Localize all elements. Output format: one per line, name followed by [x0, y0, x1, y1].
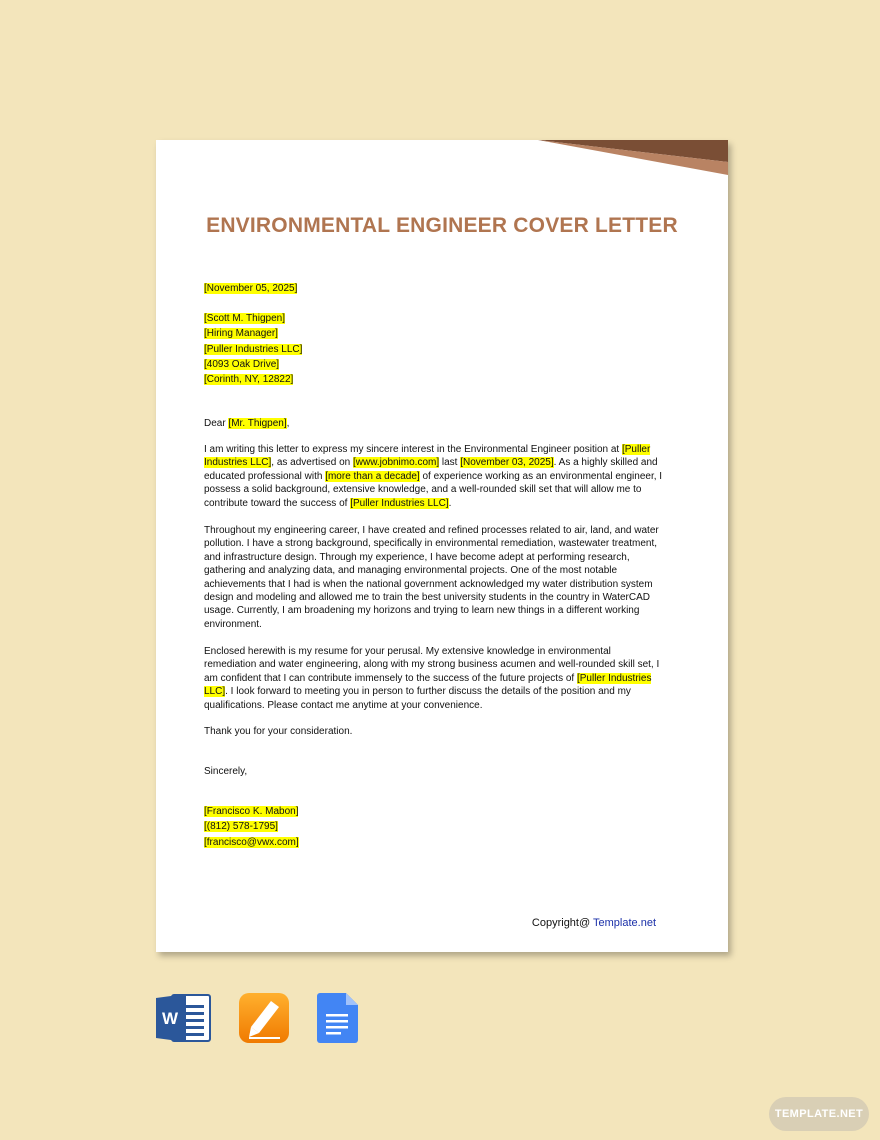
- thanks-line: Thank you for your consideration.: [204, 726, 353, 737]
- document-page: [156, 140, 728, 952]
- sender-block: [204, 804, 664, 850]
- recipient-company: [Puller Industries LLC]: [204, 343, 303, 355]
- date-block: [204, 281, 664, 296]
- corner-decoration: [538, 140, 728, 180]
- paragraph-2: Throughout my engineering career, I have created and refined processes related to air, land, and water pollution. I have a strong background, specifically in environmental remediation, wastewater treatment, and infrastructure design. Through my experience, I have become adept at performing research, gathering and analyzing data, and managing environmental projects. One of the most notable achievements that I had is when the national government acknowledged my water distribution system design and modeling and allowed me to train the best university students in the country in WaterCAD usage. Currently, I am broadening my horizons and trying to learn new things in a different working environment.: [204, 525, 659, 630]
- recipient-street: [4093 Oak Drive]: [204, 358, 280, 370]
- p1-company: [Puller Industries LLC]: [204, 444, 651, 469]
- word-icon[interactable]: [156, 992, 212, 1044]
- p3-company: [Puller Industries LLC]: [204, 672, 652, 698]
- p1-company-2: [Puller Industries LLC]: [350, 497, 449, 509]
- svg-text:W: W: [161, 1009, 179, 1028]
- recipient-name: [Scott M. Thigpen]: [204, 313, 285, 324]
- copyright-notice: Copyright@ Template.net: [531, 917, 656, 929]
- pages-icon[interactable]: [238, 992, 290, 1044]
- p1-experience: [more than a decade]: [325, 470, 420, 482]
- document-title: ENVIRONMENTAL ENGINEER COVER LETTER: [206, 214, 678, 237]
- template-net-badge[interactable]: TEMPLATE.NET: [769, 1097, 869, 1131]
- recipient-position: [Hiring Manager]: [204, 328, 278, 340]
- closing-line: Sincerely,: [204, 766, 248, 777]
- recipient-block: [204, 311, 664, 387]
- salutation-name: [Mr. Thigpen]: [228, 418, 287, 429]
- paragraph-3: Enclosed herewith is my resume for your perusal. My extensive knowledge in environmental remediation and water engineering, along with my strong business acumen and well-rounded skill set, I am confident that I can contribute immensely to the success of the future projects of [Puller Industries LLC]. I look forward to meeting you in person to further discuss the details of the position and my qualifications. Please contact me anytime at your convenience.: [204, 646, 660, 711]
- sender-email: [francisco@vwx.com]: [204, 836, 299, 848]
- sender-name: [Francisco K. Mabon]: [204, 806, 299, 817]
- letter-date: [November 05, 2025]: [204, 283, 298, 294]
- salutation: Dear [Mr. Thigpen],: [204, 418, 290, 429]
- p1-website: [www.jobnimo.com]: [352, 457, 440, 469]
- paragraph-1: I am writing this letter to express my sincere interest in the Environmental Engineer position at [Puller Industries LLC], as advertised on [www.jobnimo.com] last [November 03, 2025]. As a highly skilled and educated professional with [more than a decade] of experience working as an environmental engineer, I possess a solid background, extensive knowledge, and a well-rounded skill set that will allow me to contribute toward the success of [Puller Industries LLC].: [204, 444, 663, 509]
- google-docs-icon[interactable]: [316, 992, 360, 1044]
- sender-phone: [(812) 578-1795]: [204, 821, 278, 833]
- copyright-link[interactable]: Template.net: [593, 917, 656, 929]
- recipient-city: [Corinth, NY, 12822]: [204, 374, 294, 386]
- p1-ad-date: [November 03, 2025]: [460, 457, 554, 469]
